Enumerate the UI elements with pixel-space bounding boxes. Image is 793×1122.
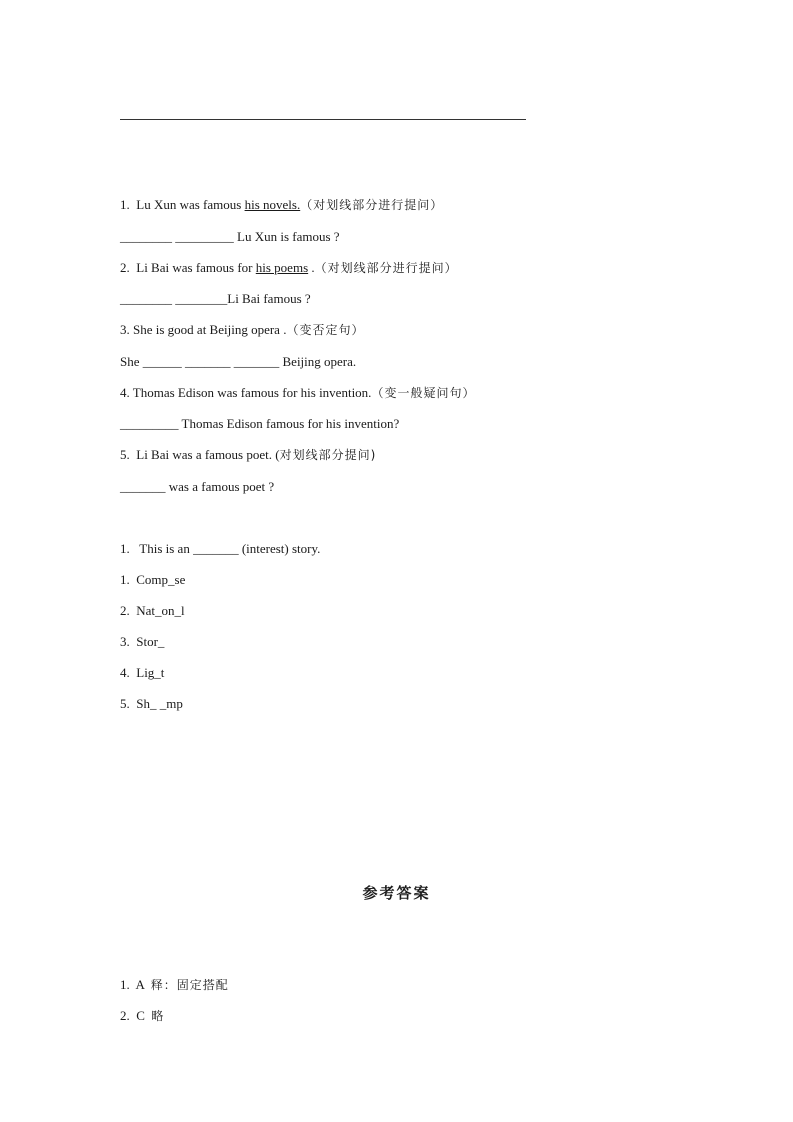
instruction: （变一般疑问句） — [371, 386, 476, 400]
answer-line-1: ________ _________ Lu Xun is famous ? — [120, 229, 340, 244]
spelling-item-1: 1. Comp_se — [120, 572, 186, 587]
question-text: 4. Thomas Edison was famous for his invention. — [120, 385, 372, 400]
answer-text: 略 — [151, 1009, 165, 1023]
answer-number: 2. C — [120, 1008, 152, 1023]
question-text: 2. Li Bai was famous for — [120, 260, 256, 275]
answer-text: 释：固定搭配 — [150, 978, 229, 992]
answer-line-4: _________ Thomas Edison famous for his invention? — [120, 416, 400, 431]
question-text: 3. She is good at Beijing opera . — [120, 322, 287, 337]
answer-1 — [120, 977, 229, 993]
answer-line-2: ________ ________Li Bai famous ? — [120, 291, 311, 306]
instruction: （对划线部分进行提问） — [300, 198, 444, 212]
answer-line-5: _______ was a famous poet ? — [120, 479, 275, 494]
instruction: （对划线部分进行提问） — [314, 261, 458, 275]
top-rule — [120, 119, 526, 120]
spelling-item-5: 5. Sh_ _mp — [120, 696, 183, 711]
fill-in-item: 1. This is an _______ (interest) story. — [120, 541, 321, 556]
instruction: 对划线部分提问) — [279, 448, 377, 462]
question-text: 1. Lu Xun was famous — [120, 197, 245, 212]
underlined-part: his novels. — [244, 197, 301, 212]
spelling-item-3: 3. Stor_ — [120, 634, 165, 649]
underlined-part: his poems — [255, 260, 309, 275]
question-1 — [120, 197, 443, 213]
question-text-tail: . — [308, 260, 315, 275]
question-3 — [120, 322, 364, 338]
answer-line-3: She ______ _______ _______ Beijing opera. — [120, 354, 357, 369]
question-5 — [120, 447, 376, 463]
question-4 — [120, 385, 475, 401]
spelling-item-2: 2. Nat_on_l — [120, 603, 185, 618]
question-text: 5. Li Bai was a famous poet. ( — [120, 447, 280, 462]
question-2 — [120, 260, 458, 276]
answers-title: 参考答案 — [362, 884, 431, 902]
answer-2 — [120, 1008, 164, 1024]
answer-number: 1. A — [120, 977, 151, 992]
spelling-item-4: 4. Lig_t — [120, 665, 165, 680]
instruction: （变否定句） — [286, 323, 365, 337]
